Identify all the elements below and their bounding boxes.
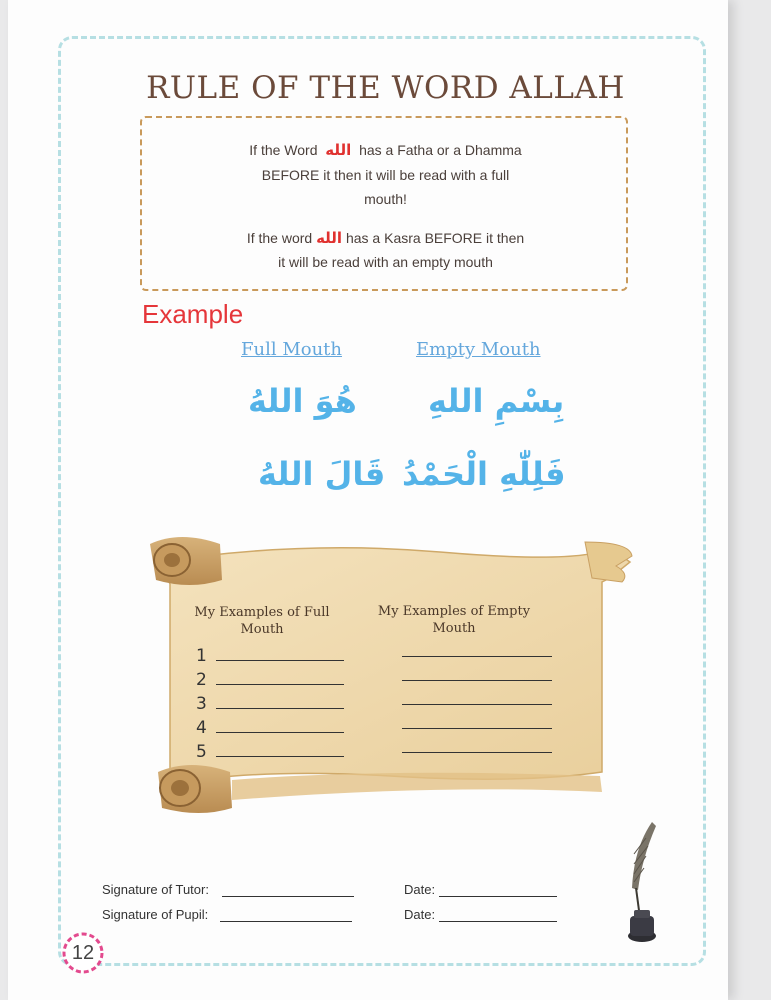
- page-number-badge: [62, 932, 104, 974]
- tutor-date-label: Date:: [404, 882, 436, 897]
- empty-mouth-answer-line[interactable]: [402, 680, 552, 681]
- rule-text-fragment: has a Fatha or a Dhamma: [359, 142, 522, 158]
- empty-mouth-heading: Empty Mouth: [416, 339, 541, 360]
- rule-text-fragment: If the word: [246, 230, 313, 246]
- full-mouth-example-1: هُوَ اللهُ: [248, 382, 357, 420]
- page-number: 12: [71, 942, 95, 964]
- example-heading: Example: [142, 299, 244, 329]
- full-mouth-answer-line[interactable]: [216, 708, 344, 709]
- allah-word-red: الله: [325, 141, 352, 159]
- rule-line-2: BEFORE it then it will be read with a full: [261, 167, 510, 183]
- rule-line-5: it will be read with an empty mouth: [278, 254, 493, 270]
- full-mouth-examples-heading: My Examples of Full Mouth: [194, 605, 330, 637]
- tutor-date-line[interactable]: [439, 896, 557, 897]
- full-mouth-heading: Full Mouth: [241, 339, 343, 360]
- list-number-1: 1: [196, 646, 207, 666]
- pupil-signature-label: Signature of Pupil:: [102, 907, 209, 922]
- pupil-signature-line[interactable]: [220, 921, 352, 922]
- full-mouth-answer-line[interactable]: [216, 756, 344, 757]
- allah-word-red: الله: [316, 229, 343, 247]
- empty-mouth-example-2: فَلِلّٰهِ الْحَمْدُ: [402, 455, 566, 493]
- full-mouth-answer-line[interactable]: [216, 732, 344, 733]
- empty-mouth-answer-line[interactable]: [402, 656, 552, 657]
- full-mouth-example-2: قَالَ اللهُ: [258, 455, 386, 493]
- list-number-4: 4: [196, 718, 207, 738]
- tutor-signature-label: Signature of Tutor:: [102, 882, 209, 897]
- quill-and-inkpot-icon: [612, 818, 672, 948]
- rule-line-4: [0, 225, 771, 251]
- rule-text-fragment: has a Kasra BEFORE it then: [345, 230, 525, 246]
- list-number-3: 3: [196, 694, 207, 714]
- page-title: RULE OF THE WORD ALLAH: [146, 70, 625, 106]
- empty-mouth-answer-line[interactable]: [402, 752, 552, 753]
- pupil-date-label: Date:: [404, 907, 436, 922]
- pupil-date-line[interactable]: [439, 921, 557, 922]
- rule-line-1: [0, 137, 771, 163]
- list-number-5: 5: [196, 742, 207, 762]
- full-mouth-answer-line[interactable]: [216, 660, 344, 661]
- list-number-2: 2: [196, 670, 207, 690]
- rule-text-fragment: If the Word: [249, 142, 318, 158]
- rule-line-3: mouth!: [364, 191, 407, 207]
- empty-mouth-answer-line[interactable]: [402, 728, 552, 729]
- empty-mouth-examples-heading: My Examples of Empty Mouth: [377, 604, 531, 636]
- empty-mouth-answer-line[interactable]: [402, 704, 552, 705]
- parchment-scroll: [140, 522, 640, 832]
- tutor-signature-line[interactable]: [222, 896, 354, 897]
- empty-mouth-example-1: بِسْمِ اللهِ: [428, 382, 565, 420]
- full-mouth-answer-line[interactable]: [216, 684, 344, 685]
